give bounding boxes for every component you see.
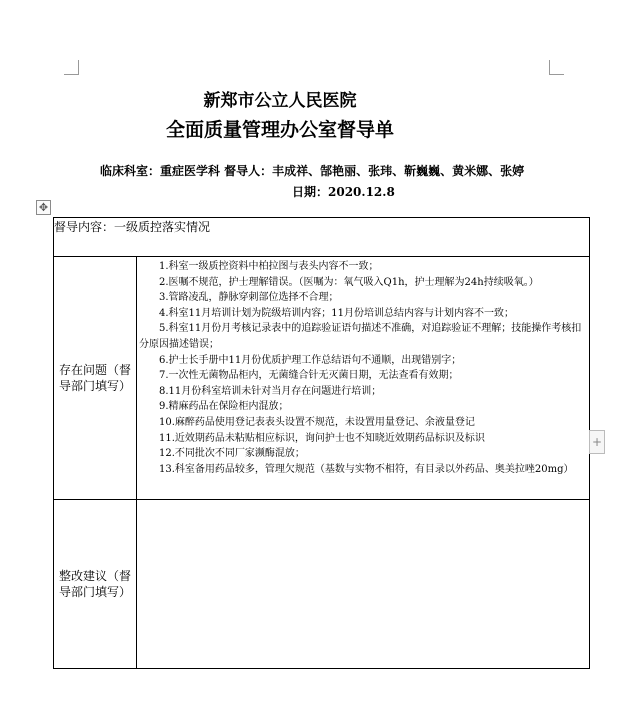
document-date: 日期：2020.12.8 [292,185,395,199]
problems-row [54,257,590,500]
hospital-name: 新郑市公立人民医院 [203,91,357,111]
crop-mark-top-left [64,60,79,75]
suggestion-label: 整改建议（督导部门填写） [54,500,137,669]
supervision-table [53,217,590,669]
problem-item: 10.麻醉药品使用登记表表头设置不规范，未设置用量登记、余液量登记 [159,416,475,428]
problem-item: 11.近效期药品未粘贴相应标识，询问护士也不知晓近效期药品标识及标识 [159,432,485,444]
problem-item: 12.不同批次不同厂家濒酶混放； [159,448,305,460]
problems-cell[interactable] [137,257,590,500]
problem-item: 9.精麻药品在保险柜内混放； [159,401,289,413]
problem-item: 2.医嘱不规范，护士理解错误。（医嘱为：氧气吸入Q1h，护士理解为24h持续吸氧。） [159,276,539,288]
problem-item: 1.科室一级质控资料中柏拉图与表头内容不一致； [159,261,379,272]
crop-mark-top-right [549,60,564,75]
problem-list [137,257,589,479]
document-title: 全面质量管理办公室督导单 [165,119,394,141]
table-move-handle-icon[interactable]: ✥ [36,200,51,215]
problem-item: 4.科室11月培训计划为院级培训内容；11月份培训总结内容与计划内容不一致； [159,307,514,319]
scope-cell[interactable]: 督导内容：一级质控落实情况 [54,218,590,257]
problem-item: 5.科室11月份月考核记录表中的追踪验证语句描述不准确，对追踪验证不理解；技能操作考核扣分原因描述错误； [139,323,582,350]
problem-item: 6.护士长手册中11月份优质护理工作总结语句不通顺，出现错别字； [159,354,462,366]
problem-item: 7.一次性无菌物品柜内，无菌缝合针无灭菌日期，无法查看有效期； [159,370,459,382]
problem-item: 3.管路凌乱，静脉穿刺部位选择不合理； [159,292,339,304]
add-row-plus-icon[interactable]: + [589,430,605,454]
problem-item: 8.11月份科室培训未针对当月存在问题进行培训； [159,385,382,397]
problem-item: 13.科室备用药品较多，管理欠规范（基数与实物不相符，有目录以外药品、奥美拉唑20mg） [159,463,574,475]
problems-label: 存在问题（督导部门填写） [54,257,137,500]
suggestion-row [54,500,590,669]
suggestion-cell[interactable] [137,500,590,669]
department-and-supervisors: 临床科室：重症医学科 督导人：丰成祥、郜艳丽、张玮、靳巍巍、黄米娜、张婷 [100,164,525,178]
scope-row [54,218,590,257]
